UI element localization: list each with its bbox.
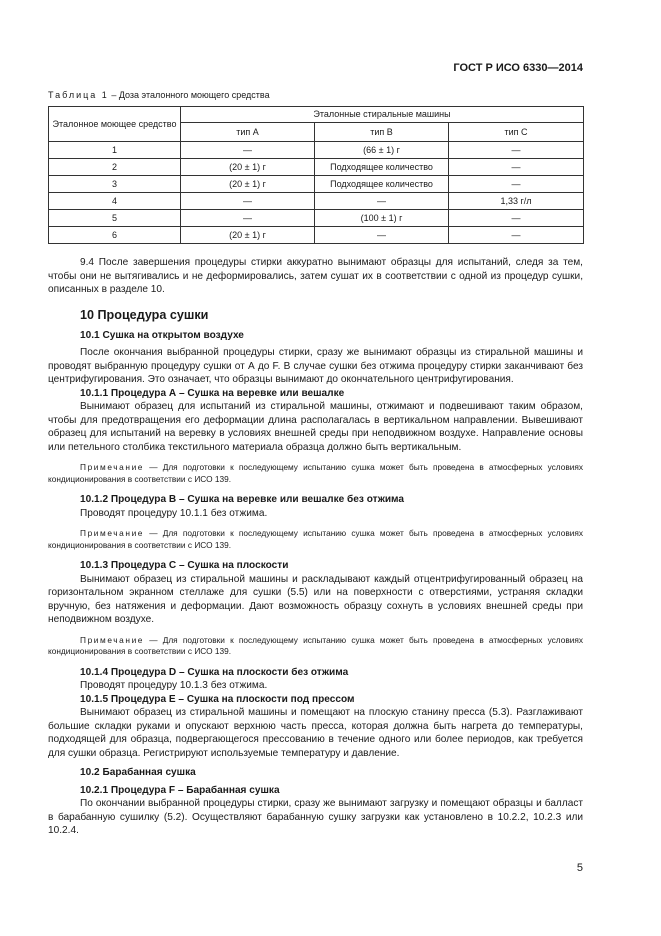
table-row [49, 176, 584, 193]
table-cell: — [449, 227, 584, 244]
table-cell: Подходящее количество [315, 176, 449, 193]
note-text: — Для подготовки к последующему испытанию сушка может быть проведена в атмосферных условиях кондиционирования в соответствии с ИСО 139. [48, 462, 584, 484]
table-cell: — [449, 159, 584, 176]
table-cell: — [449, 176, 584, 193]
table-cell: 5 [49, 210, 181, 227]
subsection-heading-10-1: 10.1 Сушка на открытом воздухе [80, 329, 244, 341]
table-row [49, 227, 584, 244]
table-cell: (100 ± 1) г [315, 210, 449, 227]
table-cell: (20 ± 1) г [181, 176, 315, 193]
table-row [49, 210, 584, 227]
document-id: ГОСТ Р ИСО 6330—2014 [453, 62, 583, 74]
table-cell: 1,33 г/л [449, 193, 584, 210]
note [48, 635, 583, 658]
paragraph-10-1-1: Вынимают образец для испытаний из стиральной машины, отжимают и подвешивают таким образом, чтобы для предотвращения его деформации длина располагалась в вертикальном направлении. Вывешивают образец для испытаний на веревку в условиях внешней среды при неподвижном воздухе. Направление основы или петельного столбика текстильного материала образца должно быть вертикальным. [48, 401, 583, 453]
table-cell: 4 [49, 193, 181, 210]
note-label: Примечание [80, 462, 145, 472]
note-text: — Для подготовки к последующему испытанию сушка может быть проведена в атмосферных условиях кондиционирования в соответствии с ИСО 139. [48, 634, 584, 656]
table-cell: — [181, 210, 315, 227]
paragraph-10-1-2: Проводят процедуру 10.1.1 без отжима. [80, 507, 268, 519]
note [48, 462, 583, 485]
table-sub-header-type-a: тип А [181, 123, 315, 142]
table-cell: 1 [49, 142, 181, 159]
detergent-dose-table [48, 106, 584, 244]
table-cell: 2 [49, 159, 181, 176]
table-group-header-machines: Эталонные стиральные машины [181, 107, 584, 123]
paragraph-10-1-3: Вынимают образец из стиральной машины и раскладывают каждый отцентрифугированный образец на горизонтальном экранном стеллаже для сушки (5.5) или на поверхности с отверстиями, устраняя складки вручную, без натяжения и деформации. Дают возможность образцу сохнуть в условиях внешней среды при неподвижном воздухе. [48, 573, 583, 625]
paragraph-10-1-4: Проводят процедуру 10.1.3 без отжима. [80, 680, 268, 691]
table-caption-text: – Доза эталонного моющего средства [111, 90, 270, 100]
table-cell: — [181, 193, 315, 210]
table-cell: 3 [49, 176, 181, 193]
table-caption-label: Таблица 1 [48, 90, 109, 100]
table-sub-header-type-b: тип В [315, 123, 449, 142]
paragraph-9-4: 9.4 После завершения процедуры стирки аккуратно вынимают образцы для испытаний, следя за тем, чтобы они не вытягивались и не деформировались, затем сушат их в соответствии с одной из процедур сушки, описанных в разделе 10. [48, 257, 583, 295]
table-sub-header-type-c: тип С [449, 123, 584, 142]
table-cell: — [315, 193, 449, 210]
table-row [49, 193, 584, 210]
page-number: 5 [576, 862, 583, 874]
note-text: — Для подготовки к последующему испытанию сушка может быть проведена в атмосферных условиях кондиционирования в соответствии с ИСО 139. [48, 528, 584, 550]
table-cell: — [315, 227, 449, 244]
table-row [49, 142, 584, 159]
clause-heading-10-1-4: 10.1.4 Процедура D – Сушка на плоскости без отжима [80, 666, 349, 678]
paragraph-10-1-5: Вынимают образец из стиральной машины и помещают на плоскую станину пресса (5.3). Разглаживают большие складки руками и опускают верхнюю часть пресса, которая должна быть нагрета до температуры, подходящей для образца, подвергающегося прессованию в течение одного или более периодов, как требуется для сушки образца. Регистрируют используемые температуру и давление. [48, 707, 583, 759]
table-cell: (20 ± 1) г [181, 227, 315, 244]
table-cell: — [449, 210, 584, 227]
document-body [48, 256, 583, 838]
clause-heading-10-1-5: 10.1.5 Процедура Е – Сушка на плоскости под прессом [80, 693, 355, 705]
table-cell: (66 ± 1) г [315, 142, 449, 159]
clause-heading-10-1-1: 10.1.1 Процедура А – Сушка на веревке или вешалке [80, 387, 345, 399]
clause-heading-10-2-1: 10.2.1 Процедура F – Барабанная сушка [80, 784, 280, 796]
note-label: Примечание [80, 528, 145, 538]
table-col-header-detergent: Эталонное моющее средство [49, 107, 181, 142]
table-cell: 6 [49, 227, 181, 244]
table-cell: — [449, 142, 584, 159]
paragraph-10-2-1: По окончании выбранной процедуры стирки, сразу же вынимают загрузку и помещают образцы и балласт в барабанную сушилку (5.2). Осуществляют барабанную сушку загрузки как установлено в 10.2.2, 10.2.3 или 10.2.4. [48, 798, 583, 836]
clause-heading-10-1-2: 10.1.2 Процедура В – Сушка на веревке или вешалке без отжима [80, 494, 405, 505]
table-cell: Подходящее количество [315, 159, 449, 176]
table-cell: (20 ± 1) г [181, 159, 315, 176]
table-row [49, 159, 584, 176]
note [48, 528, 583, 551]
paragraph-10-1: После окончания выбранной процедуры стирки, сразу же вынимают образцы из стиральной машины и проводят выбранную процедуру сушки от А до F. В случае сушки без отжима процедуру стирки заканчивают без центрифугирования. Это означает, что образцы вынимают до окончательного центрифугирования. [48, 347, 583, 385]
section-heading-10: 10 Процедура сушки [80, 307, 209, 322]
note-label: Примечание [80, 634, 145, 645]
table-cell: — [181, 142, 315, 159]
subsection-heading-10-2: 10.2 Барабанная сушка [80, 767, 196, 778]
table-caption [48, 90, 270, 100]
clause-heading-10-1-3: 10.1.3 Процедура С – Сушка на плоскости [80, 560, 289, 571]
